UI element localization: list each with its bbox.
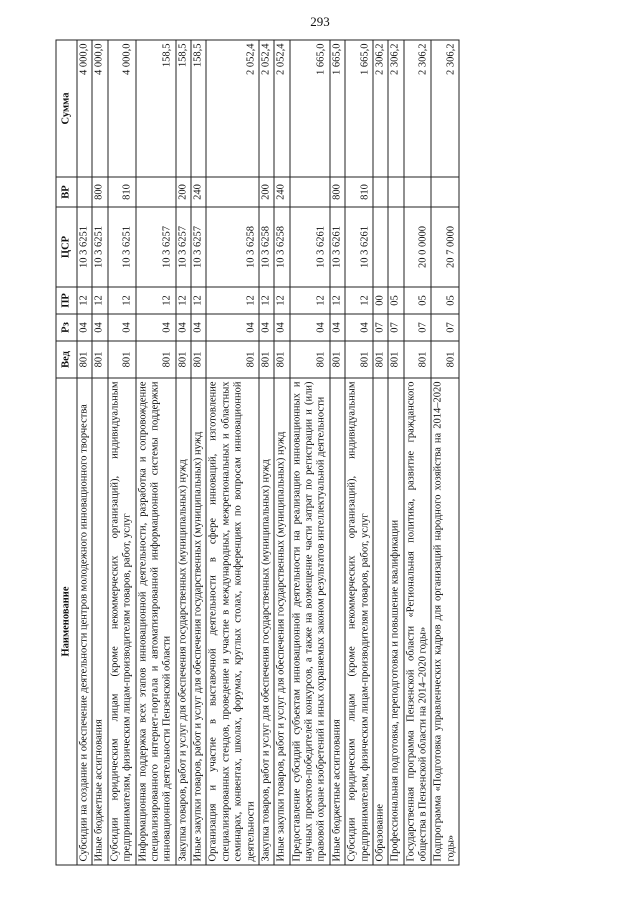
row-ved: 801 bbox=[206, 341, 259, 378]
row-name: Закупка товаров, работ и услуг для обеспечения государственных (муниципальных) нужд bbox=[175, 378, 190, 865]
table-row bbox=[329, 40, 344, 865]
table-row bbox=[107, 40, 135, 865]
row-ved: 801 bbox=[372, 341, 387, 378]
row-pr: 12 bbox=[345, 287, 373, 314]
row-csr: 10 3 6257 bbox=[175, 207, 190, 287]
row-pr: 05 bbox=[431, 287, 459, 314]
row-csr: 10 3 6261 bbox=[345, 207, 373, 287]
table-row bbox=[135, 40, 175, 865]
column-header-vr: ВР bbox=[56, 177, 77, 207]
row-name: Подпрограмма «Подготовка управленческих кадров для организаций народного хозяйства на 2014–2020 годы» bbox=[431, 378, 459, 865]
table-row bbox=[289, 40, 329, 865]
row-sum: 2 306,2 bbox=[431, 40, 459, 177]
row-pr: 12 bbox=[191, 287, 206, 314]
row-ved: 801 bbox=[274, 341, 289, 378]
table-row bbox=[372, 40, 387, 865]
row-sum: 2 052,4 bbox=[206, 40, 259, 177]
row-csr: 10 3 6258 bbox=[206, 207, 259, 287]
row-name: Субсидии юридическим лицам (кроме некоммерческих организаций), индивидуальным предпринимателям, физическим лицам-производителям товаров, работ, услуг bbox=[107, 378, 135, 865]
row-sum: 4 000,0 bbox=[107, 40, 135, 177]
row-pr: 05 bbox=[388, 287, 403, 314]
row-pr: 12 bbox=[135, 287, 175, 314]
row-rz: 04 bbox=[135, 314, 175, 341]
row-ved: 801 bbox=[258, 341, 273, 378]
row-csr: 10 3 6258 bbox=[258, 207, 273, 287]
row-ved: 801 bbox=[135, 341, 175, 378]
row-name: Профессиональная подготовка, переподготовка и повышение квалификации bbox=[388, 378, 403, 865]
row-sum: 2 306,2 bbox=[403, 40, 431, 177]
row-pr: 12 bbox=[175, 287, 190, 314]
row-csr bbox=[372, 207, 387, 287]
row-ved: 801 bbox=[289, 341, 329, 378]
table-row bbox=[345, 40, 373, 865]
row-name: Закупка товаров, работ и услуг для обеспечения государственных (муниципальных) нужд bbox=[258, 378, 273, 865]
row-rz: 07 bbox=[403, 314, 431, 341]
row-csr: 10 3 6261 bbox=[289, 207, 329, 287]
row-pr: 12 bbox=[329, 287, 344, 314]
row-csr: 20 0 0000 bbox=[403, 207, 431, 287]
row-csr: 20 7 0000 bbox=[431, 207, 459, 287]
row-csr: 10 3 6251 bbox=[107, 207, 135, 287]
row-sum: 158,5 bbox=[191, 40, 206, 177]
row-csr: 10 3 6257 bbox=[135, 207, 175, 287]
column-header-csr: ЦСР bbox=[56, 207, 77, 287]
column-header-sum: Сумма bbox=[56, 40, 77, 177]
row-name: Предоставление субсидий субъектам инновационной деятельности на реализацию инновационных и научных проектов-победителей конкурсов, а также на возмещение части затрат по регистрации и (или) правовой охране изобретений и иных охраняемых законом результатов интеллектуальной деятельности bbox=[289, 378, 329, 865]
row-name: Иные бюджетные ассигнования bbox=[329, 378, 344, 865]
column-header-name: Наименование bbox=[56, 378, 77, 865]
row-ved: 801 bbox=[345, 341, 373, 378]
budget-table bbox=[55, 39, 459, 865]
row-ved: 801 bbox=[107, 341, 135, 378]
row-ved: 801 bbox=[388, 341, 403, 378]
row-sum: 4 000,0 bbox=[92, 40, 107, 177]
row-pr: 12 bbox=[289, 287, 329, 314]
row-pr: 12 bbox=[77, 287, 92, 314]
row-name: Образование bbox=[372, 378, 387, 865]
row-vr bbox=[289, 177, 329, 207]
row-rz: 07 bbox=[388, 314, 403, 341]
row-rz: 04 bbox=[175, 314, 190, 341]
table-row bbox=[92, 40, 107, 865]
table-row bbox=[191, 40, 206, 865]
row-rz: 07 bbox=[431, 314, 459, 341]
page-number: 293 bbox=[310, 14, 330, 29]
row-name: Государственная программа Пензенской области «Региональная политика, развитие гражданского общества в Пензенской области на 2014–2020 годы» bbox=[403, 378, 431, 865]
row-vr: 240 bbox=[191, 177, 206, 207]
row-pr: 00 bbox=[372, 287, 387, 314]
row-csr: 10 3 6258 bbox=[274, 207, 289, 287]
table-row bbox=[258, 40, 273, 865]
row-sum: 158,5 bbox=[175, 40, 190, 177]
row-ved: 801 bbox=[92, 341, 107, 378]
row-ved: 801 bbox=[431, 341, 459, 378]
column-header-rz: Рз bbox=[56, 314, 77, 341]
row-name: Иные бюджетные ассигнования bbox=[92, 378, 107, 865]
row-name: Информационная поддержка всех этапов инновационной деятельности, разработка и сопровождение специализированного интернет-портала и автоматизированной информационной системы поддержки инновационной деятельности Пензенской области bbox=[135, 378, 175, 865]
row-name: Субсидии на создание и обеспечение деятельности центров молодежного инновационного творчества bbox=[77, 378, 92, 865]
row-vr bbox=[372, 177, 387, 207]
row-vr: 810 bbox=[345, 177, 373, 207]
row-rz: 04 bbox=[77, 314, 92, 341]
table-row bbox=[175, 40, 190, 865]
rotated-page-content bbox=[55, 40, 595, 865]
row-vr bbox=[431, 177, 459, 207]
row-csr: 10 3 6257 bbox=[191, 207, 206, 287]
row-csr bbox=[388, 207, 403, 287]
row-rz: 04 bbox=[92, 314, 107, 341]
row-sum: 1 665,0 bbox=[345, 40, 373, 177]
row-sum: 2 306,2 bbox=[388, 40, 403, 177]
row-ved: 801 bbox=[77, 341, 92, 378]
row-pr: 12 bbox=[107, 287, 135, 314]
row-ved: 801 bbox=[403, 341, 431, 378]
row-vr bbox=[388, 177, 403, 207]
row-sum: 2 052,4 bbox=[258, 40, 273, 177]
row-rz: 04 bbox=[329, 314, 344, 341]
row-rz: 04 bbox=[191, 314, 206, 341]
row-name: Иные закупки товаров, работ и услуг для обеспечения государственных (муниципальных) нужд bbox=[274, 378, 289, 865]
row-name: Организация и участие в выставочной деятельности в сфере инноваций, изготовление специализированных стендов, проведение и участие в международных, межрегиональных и областных семинарах, конвентах, школах, форумах, круглых столах, конференциях по вопросам инновационной деятельности bbox=[206, 378, 259, 865]
row-vr bbox=[403, 177, 431, 207]
table-row bbox=[403, 40, 431, 865]
table-row bbox=[274, 40, 289, 865]
row-vr bbox=[206, 177, 259, 207]
row-vr: 200 bbox=[175, 177, 190, 207]
row-rz: 04 bbox=[274, 314, 289, 341]
table-row bbox=[206, 40, 259, 865]
table-row bbox=[388, 40, 403, 865]
row-rz: 04 bbox=[289, 314, 329, 341]
row-vr: 200 bbox=[258, 177, 273, 207]
row-sum: 158,5 bbox=[135, 40, 175, 177]
table-row bbox=[431, 40, 459, 865]
table-row bbox=[77, 40, 92, 865]
column-header-pr: ПР bbox=[56, 287, 77, 314]
row-rz: 04 bbox=[345, 314, 373, 341]
row-pr: 12 bbox=[274, 287, 289, 314]
row-csr: 10 3 6261 bbox=[329, 207, 344, 287]
row-pr: 12 bbox=[92, 287, 107, 314]
row-name: Иные закупки товаров, работ и услуг для обеспечения государственных (муниципальных) нужд bbox=[191, 378, 206, 865]
row-pr: 12 bbox=[206, 287, 259, 314]
row-pr: 05 bbox=[403, 287, 431, 314]
row-sum: 2 052,4 bbox=[274, 40, 289, 177]
row-sum: 1 665,0 bbox=[329, 40, 344, 177]
row-vr: 240 bbox=[274, 177, 289, 207]
row-rz: 04 bbox=[107, 314, 135, 341]
row-csr: 10 3 6251 bbox=[92, 207, 107, 287]
row-pr: 12 bbox=[258, 287, 273, 314]
row-name: Субсидии юридическим лицам (кроме некоммерческих организаций), индивидуальным предпринимателям, физическим лицам-производителям товаров, работ, услуг bbox=[345, 378, 373, 865]
row-vr: 800 bbox=[329, 177, 344, 207]
row-vr: 800 bbox=[92, 177, 107, 207]
row-csr: 10 3 6251 bbox=[77, 207, 92, 287]
table-header-row bbox=[56, 40, 77, 865]
row-ved: 801 bbox=[329, 341, 344, 378]
row-ved: 801 bbox=[191, 341, 206, 378]
row-sum: 2 306,2 bbox=[372, 40, 387, 177]
row-rz: 07 bbox=[372, 314, 387, 341]
row-vr: 810 bbox=[107, 177, 135, 207]
row-ved: 801 bbox=[175, 341, 190, 378]
column-header-ved: Вед bbox=[56, 341, 77, 378]
row-rz: 04 bbox=[206, 314, 259, 341]
row-vr bbox=[77, 177, 92, 207]
row-sum: 4 000,0 bbox=[77, 40, 92, 177]
row-vr bbox=[135, 177, 175, 207]
row-sum: 1 665,0 bbox=[289, 40, 329, 177]
row-rz: 04 bbox=[258, 314, 273, 341]
